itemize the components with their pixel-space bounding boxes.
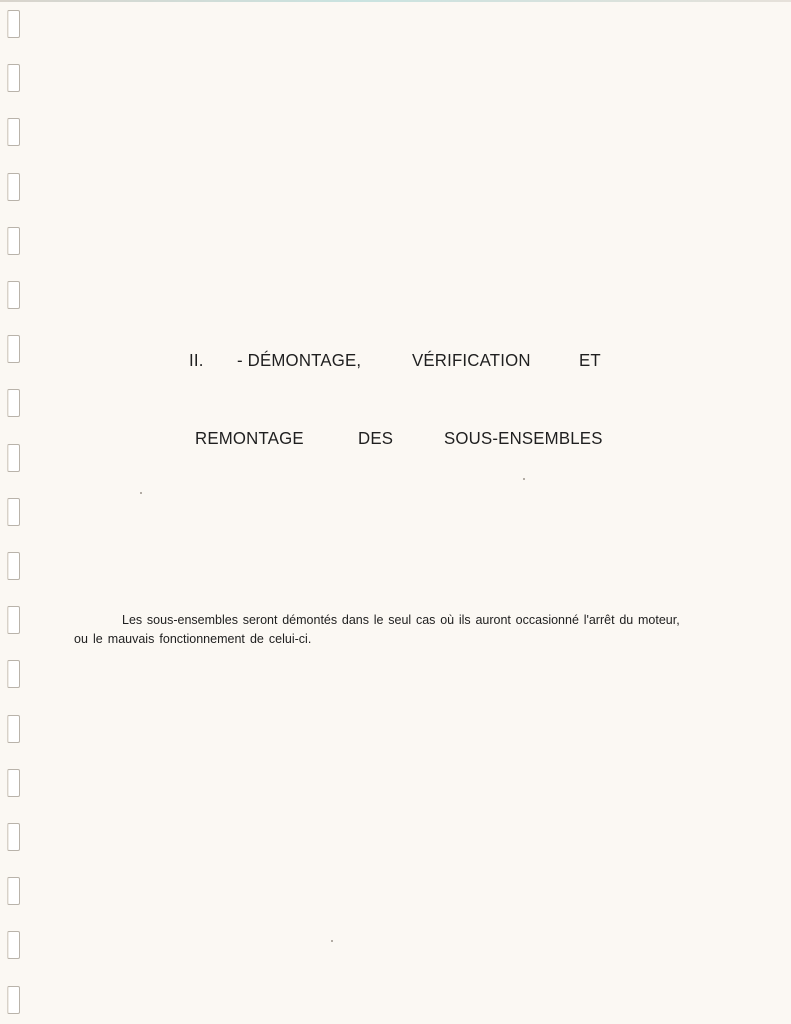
paper-speck — [140, 492, 142, 494]
binding-hole — [7, 769, 20, 797]
binding-hole — [7, 715, 20, 743]
binding-hole — [7, 823, 20, 851]
paper-speck — [523, 478, 525, 480]
binding-hole — [7, 877, 20, 905]
binding-hole — [7, 335, 20, 363]
binding-hole — [7, 281, 20, 309]
page-top-edge — [0, 0, 791, 2]
binding-hole — [7, 64, 20, 92]
heading-word-demontage: - DÉMONTAGE, — [237, 350, 362, 370]
heading-word-et: ET — [579, 350, 601, 370]
binding-hole — [7, 444, 20, 472]
heading-number: II. — [189, 350, 204, 370]
binding-hole — [7, 227, 20, 255]
binding-hole — [7, 173, 20, 201]
binding-hole — [7, 498, 20, 526]
binding-hole — [7, 660, 20, 688]
binding-hole — [7, 118, 20, 146]
binding-hole — [7, 10, 20, 38]
binding-hole — [7, 986, 20, 1014]
heading-word-sous-ensembles: SOUS-ENSEMBLES — [444, 428, 603, 448]
paragraph-line-2: ou le mauvais fonctionnement de celui-ci. — [74, 632, 312, 646]
binding-hole — [7, 552, 20, 580]
heading-word-remontage: REMONTAGE — [195, 428, 304, 448]
binding-hole — [7, 931, 20, 959]
heading-word-verification: VÉRIFICATION — [412, 350, 531, 370]
binding-hole — [7, 606, 20, 634]
paragraph-line-1: Les sous-ensembles seront démontés dans le seul cas où ils auront occasionné l'arrêt du moteur, — [122, 613, 680, 627]
binding-holes — [0, 0, 26, 1024]
paper-speck — [331, 940, 333, 942]
binding-hole — [7, 389, 20, 417]
heading-word-des: DES — [358, 428, 394, 448]
